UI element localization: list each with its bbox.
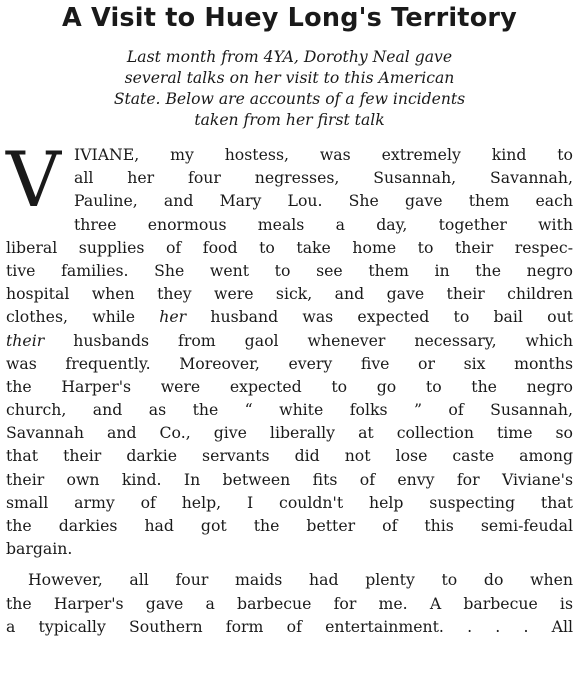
text-line: Pauline, and Mary Lou. She gave them each (74, 191, 573, 211)
text-line: IVIANE, my hostess, was extremely kind to (74, 145, 573, 164)
article-body (6, 135, 573, 638)
text-line: church, and as the “ white folks ” of Susannah, (6, 400, 573, 420)
drop-cap: V (6, 135, 61, 224)
paragraph-spacer (6, 560, 573, 568)
text-line: all her four negresses, Susannah, Savannah, (74, 168, 573, 188)
standfirst-line: State. Below are accounts of a few incidents (113, 90, 466, 108)
text-line: tive families. She went to see them in the negro (6, 260, 573, 280)
text-line: Savannah and Co., give liberally at collection time so (6, 423, 573, 443)
emphasis-text: their (6, 330, 45, 350)
text-line: liberal supplies of food to take home to their respec- (6, 237, 573, 257)
text-line: small army of help, I couldn't help suspecting that (6, 492, 573, 512)
paragraph-1 (6, 135, 573, 560)
text-line (6, 329, 573, 352)
text-run: husband was expected to bail out (186, 307, 573, 327)
text-line: hospital when they were sick, and gave their children (6, 284, 573, 304)
text-run: husbands from gaol whenever necessary, which (44, 330, 573, 350)
text-line: a typically Southern form of entertainment. . . . All (6, 616, 573, 636)
text-line: that their darkie servants did not lose caste among (6, 446, 573, 466)
text-line: the Harper's gave a barbecue for me. A barbecue is (6, 593, 573, 613)
paragraph-2 (6, 568, 573, 638)
text-line (6, 305, 573, 328)
standfirst-line: taken from her first talk (194, 111, 385, 129)
text-line: their own kind. In between fits of envy for Viviane's (6, 469, 573, 489)
text-line: was frequently. Moreover, every five or six months (6, 353, 573, 373)
text-run: clothes, while (6, 307, 160, 327)
text-line: bargain. (6, 539, 73, 559)
text-line: However, all four maids had plenty to do when (28, 570, 573, 590)
article-standfirst (34, 47, 545, 131)
article-headline: A Visit to Huey Long's Territory (61, 3, 518, 33)
text-line: the darkies had got the better of this semi-feudal (6, 516, 573, 535)
standfirst-line: Last month from 4YA, Dorothy Neal gave (126, 48, 453, 66)
text-line: three enormous meals a day, together with (74, 214, 573, 234)
text-line: the Harper's were expected to go to the negro (6, 376, 573, 396)
emphasis-text: her (159, 307, 187, 327)
standfirst-line: several talks on her visit to this American (124, 69, 455, 87)
